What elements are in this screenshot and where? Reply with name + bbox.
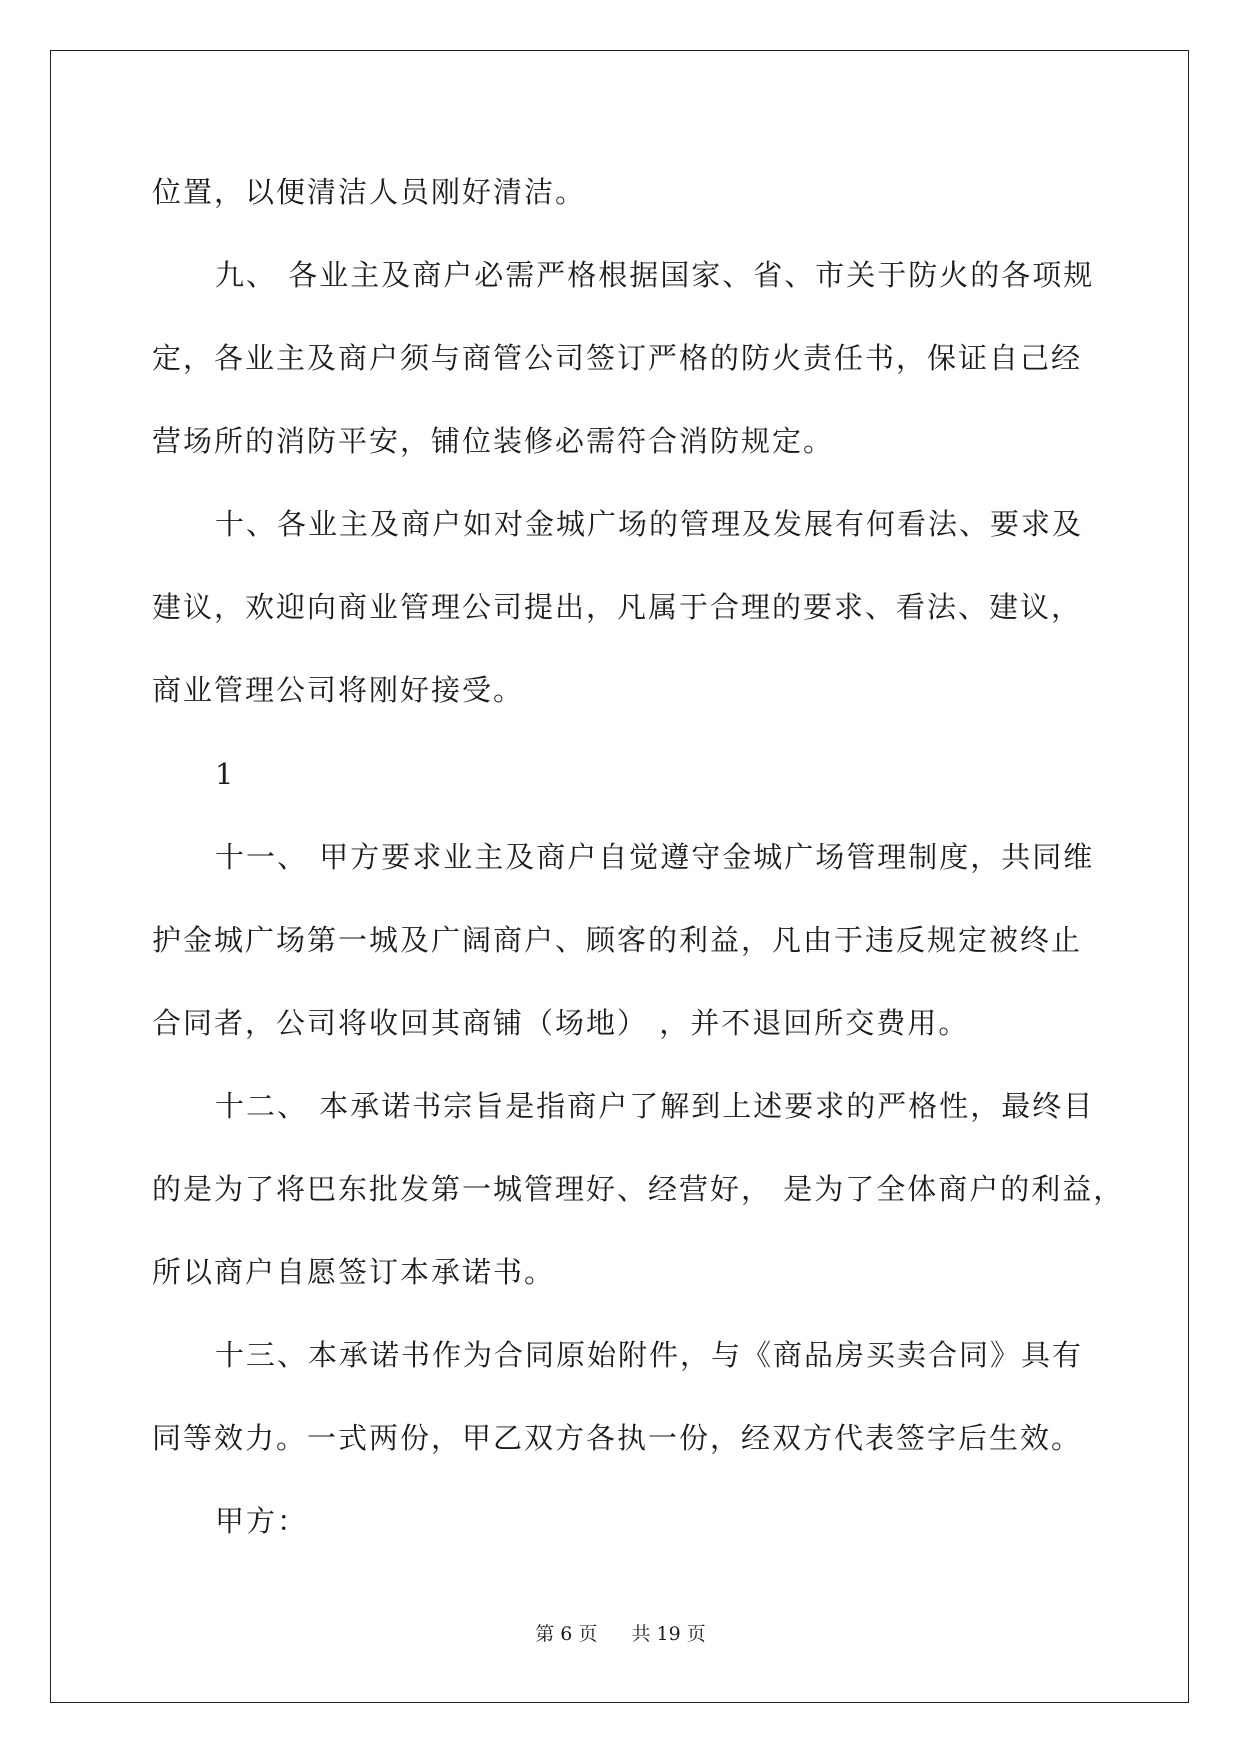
signature-label: 甲方： <box>215 1504 309 1538</box>
text-line: 合同者，公司将收回其商铺（场地） ，并不退回所交费用。 <box>152 1006 970 1040</box>
page-number: 第 6 页 <box>535 1623 598 1645</box>
text-line: 十一、 甲方要求业主及商户自觉遵守金城广场管理制度，共同维 <box>215 840 1095 874</box>
text-line: 同等效力。一式两份，甲乙双方各执一份，经双方代表签字后生效。 <box>152 1421 1083 1455</box>
text-line: 营场所的消防平安，铺位装修必需符合消防规定。 <box>152 424 835 458</box>
text-line: 建议，欢迎向商业管理公司提出，凡属于合理的要求、看法、建议， <box>152 590 1083 624</box>
text-line: 十二、 本承诺书宗旨是指商户了解到上述要求的严格性，最终目 <box>215 1089 1095 1123</box>
total-pages: 共 19 页 <box>631 1623 706 1645</box>
text-line: 商业管理公司将刚好接受。 <box>152 673 525 707</box>
text-line: 的是为了将巴东批发第一城管理好、经营好， 是为了全体商户的利益， <box>152 1172 1125 1206</box>
text-line: 十、各业主及商户如对金城广场的管理及发展有何看法、要求及 <box>215 507 1084 541</box>
page-marker: 1 <box>215 757 236 791</box>
text-line: 九、 各业主及商户必需严格根据国家、省、市关于防火的各项规 <box>215 258 1095 292</box>
text-line: 位置，以便清洁人员刚好清洁。 <box>152 175 587 209</box>
text-line: 护金城广场第一城及广阔商户、顾客的利益，凡由于违反规定被终止 <box>152 923 1083 957</box>
text-line: 十三、本承诺书作为合同原始附件，与《商品房买卖合同》具有 <box>215 1338 1084 1372</box>
text-line: 定，各业主及商户须与商管公司签订严格的防火责任书，保证自己经 <box>152 341 1083 375</box>
text-line: 所以商户自愿签订本承诺书。 <box>152 1255 556 1289</box>
page-footer <box>0 1621 1241 1647</box>
